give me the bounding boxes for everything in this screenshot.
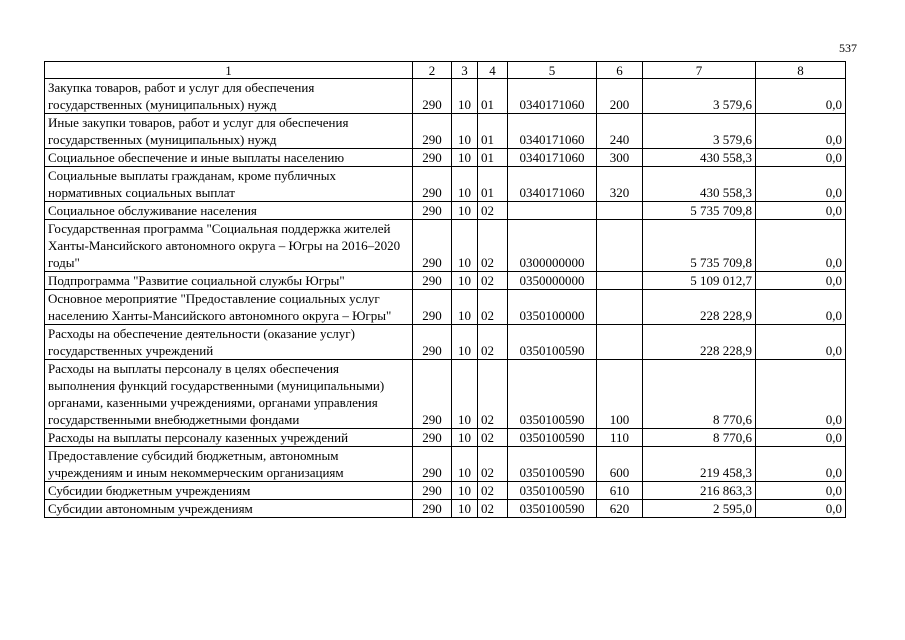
- cell-code-3: 10: [452, 167, 478, 202]
- cell-name: Социальное обслуживание населения: [45, 202, 413, 220]
- table-row: [45, 167, 846, 202]
- cell-code-6: 110: [597, 429, 643, 447]
- cell-code-2: 290: [413, 482, 452, 500]
- cell-code-4: 01: [478, 79, 508, 114]
- table-row: [45, 79, 846, 114]
- cell-code-2: 290: [413, 429, 452, 447]
- table-row: [45, 149, 846, 167]
- cell-code-2: 290: [413, 272, 452, 290]
- cell-amount-8: 0,0: [756, 202, 846, 220]
- cell-code-6: 610: [597, 482, 643, 500]
- cell-code-3: 10: [452, 272, 478, 290]
- cell-code-2: 290: [413, 79, 452, 114]
- cell-amount-8: 0,0: [756, 447, 846, 482]
- cell-code-5: 0350100000: [508, 290, 597, 325]
- cell-code-5: 0340171060: [508, 79, 597, 114]
- table-row: [45, 202, 846, 220]
- cell-amount: 5 109 012,7: [643, 272, 756, 290]
- cell-name: Основное мероприятие "Предоставление социальных услуг населению Ханты-Мансийского автономного округа – Югры": [45, 290, 413, 325]
- cell-code-2: 290: [413, 325, 452, 360]
- cell-amount-8: 0,0: [756, 114, 846, 149]
- cell-code-2: 290: [413, 149, 452, 167]
- cell-code-6: 240: [597, 114, 643, 149]
- cell-code-3: 10: [452, 149, 478, 167]
- cell-code-5: 0340171060: [508, 114, 597, 149]
- cell-code-4: 02: [478, 429, 508, 447]
- cell-code-3: 10: [452, 202, 478, 220]
- cell-code-5: 0350100590: [508, 482, 597, 500]
- cell-code-5: [508, 202, 597, 220]
- cell-code-3: 10: [452, 114, 478, 149]
- cell-code-3: 10: [452, 325, 478, 360]
- cell-amount-8: 0,0: [756, 167, 846, 202]
- cell-amount: 219 458,3: [643, 447, 756, 482]
- cell-name: Субсидии бюджетным учреждениям: [45, 482, 413, 500]
- table-body: [45, 79, 846, 518]
- cell-code-3: 10: [452, 500, 478, 518]
- cell-amount-8: 0,0: [756, 149, 846, 167]
- cell-code-6: [597, 202, 643, 220]
- column-header: 1: [45, 62, 413, 79]
- column-header: 4: [478, 62, 508, 79]
- cell-amount-8: 0,0: [756, 325, 846, 360]
- column-header: 8: [756, 62, 846, 79]
- cell-code-2: 290: [413, 202, 452, 220]
- cell-amount: 5 735 709,8: [643, 202, 756, 220]
- cell-code-5: 0350100590: [508, 447, 597, 482]
- budget-table: [44, 61, 846, 518]
- cell-amount: 8 770,6: [643, 429, 756, 447]
- cell-code-5: 0350100590: [508, 500, 597, 518]
- cell-code-3: 10: [452, 447, 478, 482]
- table-row: [45, 429, 846, 447]
- cell-amount-8: 0,0: [756, 272, 846, 290]
- cell-code-4: 02: [478, 360, 508, 429]
- cell-amount: 8 770,6: [643, 360, 756, 429]
- cell-amount-8: 0,0: [756, 429, 846, 447]
- cell-name: Социальные выплаты гражданам, кроме публичных нормативных социальных выплат: [45, 167, 413, 202]
- cell-name: Подпрограмма "Развитие социальной службы Югры": [45, 272, 413, 290]
- column-header: 5: [508, 62, 597, 79]
- cell-code-6: [597, 290, 643, 325]
- cell-name: Социальное обеспечение и иные выплаты населению: [45, 149, 413, 167]
- cell-amount-8: 0,0: [756, 290, 846, 325]
- cell-code-5: 0350000000: [508, 272, 597, 290]
- cell-code-2: 290: [413, 167, 452, 202]
- cell-code-3: 10: [452, 290, 478, 325]
- cell-code-5: 0350100590: [508, 429, 597, 447]
- cell-code-4: 01: [478, 149, 508, 167]
- cell-code-6: [597, 272, 643, 290]
- column-header: 2: [413, 62, 452, 79]
- table-row: [45, 360, 846, 429]
- table-row: [45, 500, 846, 518]
- cell-code-3: 10: [452, 429, 478, 447]
- cell-code-5: 0350100590: [508, 360, 597, 429]
- header-row: [45, 62, 846, 79]
- column-header: 3: [452, 62, 478, 79]
- cell-name: Государственная программа "Социальная поддержка жителей Ханты-Мансийского автономного округа – Югры на 2016–2020 годы": [45, 220, 413, 272]
- cell-amount: 3 579,6: [643, 114, 756, 149]
- cell-name: Расходы на обеспечение деятельности (оказание услуг) государственных учреждений: [45, 325, 413, 360]
- cell-code-4: 02: [478, 272, 508, 290]
- cell-code-6: 600: [597, 447, 643, 482]
- cell-code-2: 290: [413, 220, 452, 272]
- cell-code-4: 02: [478, 220, 508, 272]
- table-row: [45, 272, 846, 290]
- cell-code-2: 290: [413, 290, 452, 325]
- cell-amount-8: 0,0: [756, 220, 846, 272]
- cell-code-6: 320: [597, 167, 643, 202]
- table-row: [45, 290, 846, 325]
- cell-code-3: 10: [452, 482, 478, 500]
- cell-code-4: 02: [478, 325, 508, 360]
- cell-amount-8: 0,0: [756, 482, 846, 500]
- cell-amount: 228 228,9: [643, 325, 756, 360]
- cell-code-4: 01: [478, 114, 508, 149]
- table-row: [45, 447, 846, 482]
- cell-name: Субсидии автономным учреждениям: [45, 500, 413, 518]
- table-row: [45, 325, 846, 360]
- cell-code-6: 620: [597, 500, 643, 518]
- cell-name: Расходы на выплаты персоналу казенных учреждений: [45, 429, 413, 447]
- cell-code-6: 200: [597, 79, 643, 114]
- cell-code-3: 10: [452, 79, 478, 114]
- cell-code-5: 0340171060: [508, 149, 597, 167]
- cell-code-5: 0300000000: [508, 220, 597, 272]
- cell-code-2: 290: [413, 500, 452, 518]
- cell-amount: 228 228,9: [643, 290, 756, 325]
- cell-code-2: 290: [413, 447, 452, 482]
- cell-amount: 3 579,6: [643, 79, 756, 114]
- cell-code-4: 02: [478, 447, 508, 482]
- cell-name: Расходы на выплаты персоналу в целях обеспечения выполнения функций государственными (муниципальными) органами, казенными учреждениями, органами управления государственными внебюджетными фондами: [45, 360, 413, 429]
- cell-amount: 5 735 709,8: [643, 220, 756, 272]
- cell-code-2: 290: [413, 360, 452, 429]
- cell-amount: 2 595,0: [643, 500, 756, 518]
- cell-amount: 430 558,3: [643, 167, 756, 202]
- cell-code-6: 100: [597, 360, 643, 429]
- cell-code-5: 0340171060: [508, 167, 597, 202]
- cell-name: Предоставление субсидий бюджетным, автономным учреждениям и иным некоммерческим организациям: [45, 447, 413, 482]
- cell-amount-8: 0,0: [756, 500, 846, 518]
- cell-amount-8: 0,0: [756, 79, 846, 114]
- cell-code-4: 02: [478, 202, 508, 220]
- cell-code-4: 01: [478, 167, 508, 202]
- table-row: [45, 114, 846, 149]
- cell-code-5: 0350100590: [508, 325, 597, 360]
- cell-name: Закупка товаров, работ и услуг для обеспечения государственных (муниципальных) нужд: [45, 79, 413, 114]
- table-row: [45, 482, 846, 500]
- cell-code-3: 10: [452, 360, 478, 429]
- cell-code-6: [597, 325, 643, 360]
- page-number: 537: [839, 41, 857, 55]
- cell-amount: 430 558,3: [643, 149, 756, 167]
- cell-code-6: 300: [597, 149, 643, 167]
- cell-code-6: [597, 220, 643, 272]
- column-header: 7: [643, 62, 756, 79]
- cell-code-2: 290: [413, 114, 452, 149]
- table-row: [45, 220, 846, 272]
- cell-amount: 216 863,3: [643, 482, 756, 500]
- cell-code-4: 02: [478, 500, 508, 518]
- cell-amount-8: 0,0: [756, 360, 846, 429]
- cell-code-4: 02: [478, 482, 508, 500]
- cell-name: Иные закупки товаров, работ и услуг для обеспечения государственных (муниципальных) нужд: [45, 114, 413, 149]
- cell-code-3: 10: [452, 220, 478, 272]
- column-header: 6: [597, 62, 643, 79]
- cell-code-4: 02: [478, 290, 508, 325]
